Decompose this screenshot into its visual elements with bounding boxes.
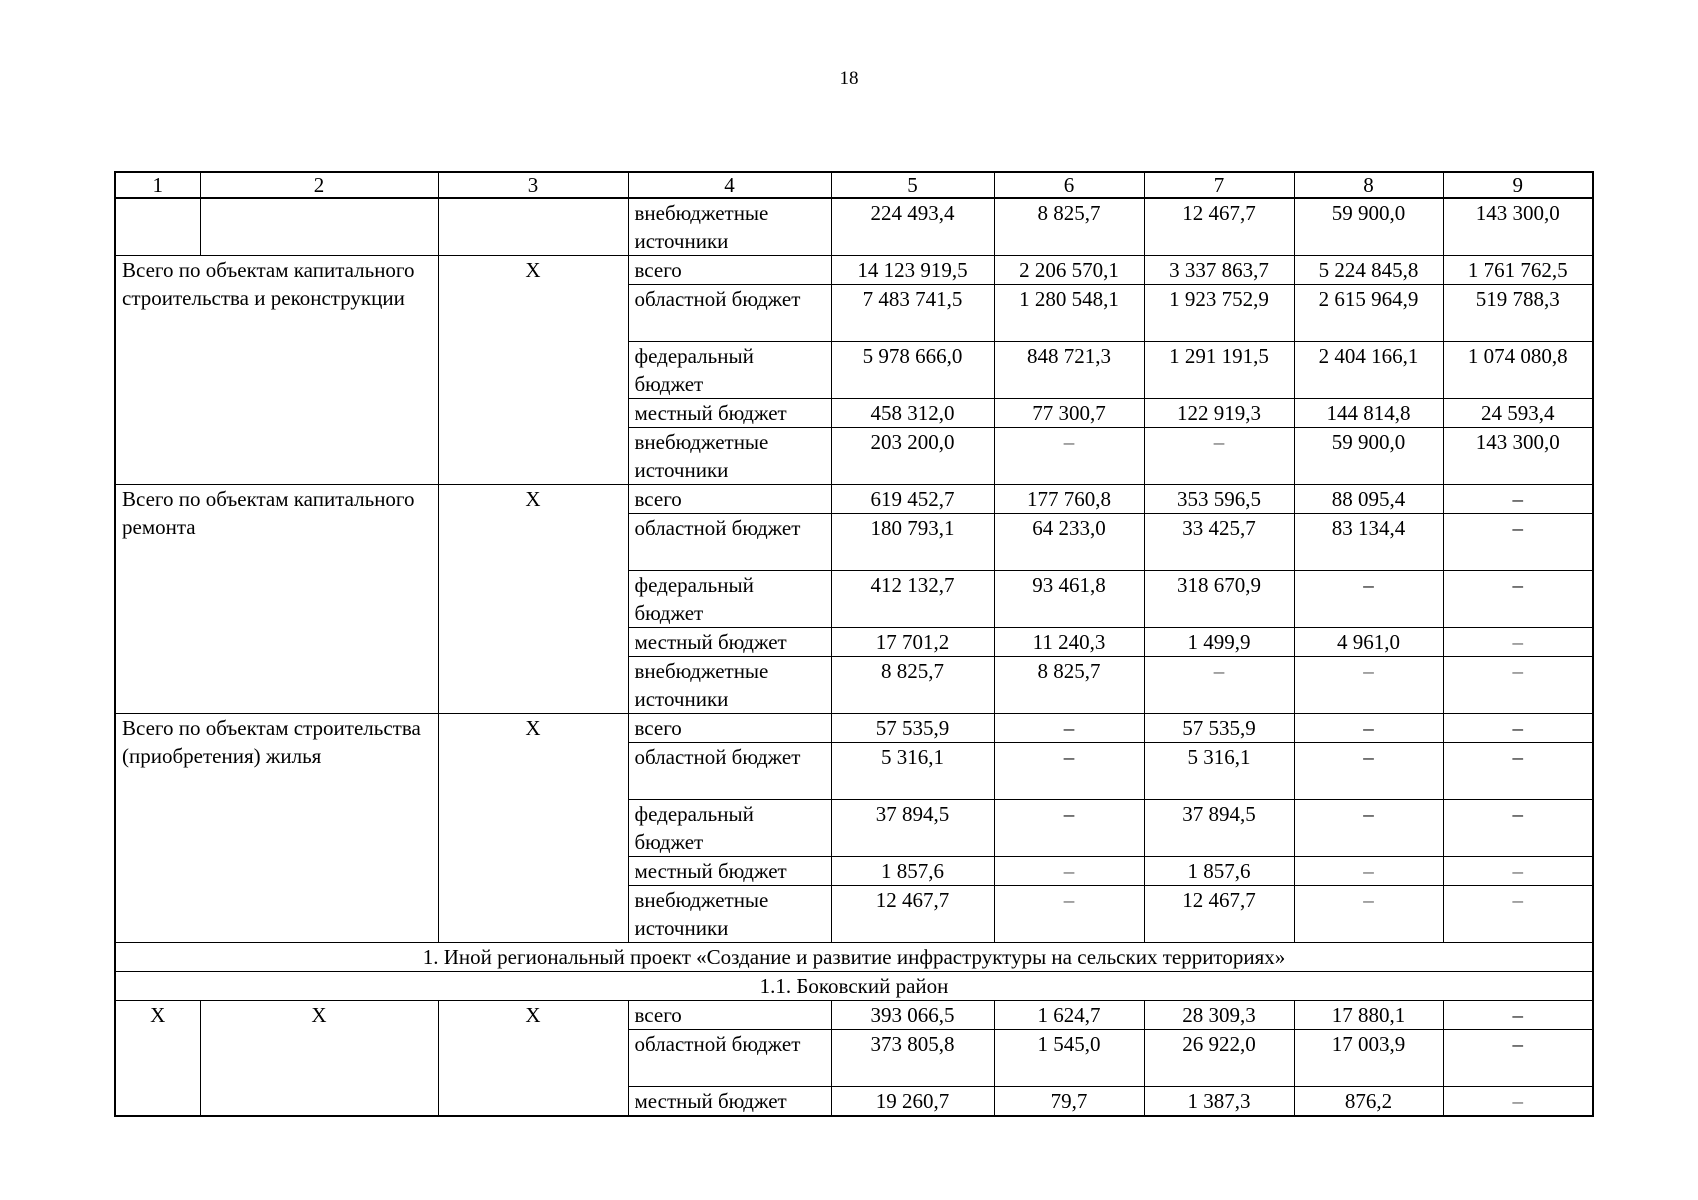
funding-source: федеральный бюджет	[628, 800, 831, 857]
funding-source: внебюджетные источники	[628, 657, 831, 714]
value-cell-col6: –	[994, 743, 1144, 800]
group-label: Всего по объектам капитального строительства и реконструкции	[115, 256, 438, 485]
value-cell-col9: –	[1443, 1001, 1593, 1030]
value-cell-col8: 17 880,1	[1294, 1001, 1443, 1030]
funding-source: местный бюджет	[628, 857, 831, 886]
value-cell-col7: 37 894,5	[1144, 800, 1294, 857]
header-row	[115, 172, 1593, 198]
empty-cell-col2	[200, 198, 438, 256]
group-col3-mark: X	[438, 485, 628, 714]
value-cell-col7: –	[1144, 657, 1294, 714]
empty-cell-col3	[438, 198, 628, 256]
section-row	[115, 943, 1593, 972]
header-cell-7: 7	[1144, 172, 1294, 198]
table-row	[115, 256, 1593, 285]
group-label: Всего по объектам капитального ремонта	[115, 485, 438, 714]
value-cell-col6: 848 721,3	[994, 342, 1144, 399]
value-cell-col8: 88 095,4	[1294, 485, 1443, 514]
value-cell-col7: 3 337 863,7	[1144, 256, 1294, 285]
section-title: 1. Иной региональный проект «Создание и развитие инфраструктуры на сельских территориях»	[115, 943, 1593, 972]
value-cell-col6: 79,7	[994, 1087, 1144, 1117]
value-cell-col6: 64 233,0	[994, 514, 1144, 571]
value-cell-col9: –	[1443, 1030, 1593, 1087]
value-cell-col6: 2 206 570,1	[994, 256, 1144, 285]
value-cell-col8: –	[1294, 886, 1443, 943]
value-cell-col6: 93 461,8	[994, 571, 1144, 628]
value-cell-col9: –	[1443, 886, 1593, 943]
header-cell-5: 5	[831, 172, 994, 198]
empty-cell-col1	[115, 198, 200, 256]
value-cell-col9: –	[1443, 628, 1593, 657]
header-cell-8: 8	[1294, 172, 1443, 198]
table-row	[115, 714, 1593, 743]
value-cell-col9: –	[1443, 800, 1593, 857]
value-cell-col9: –	[1443, 743, 1593, 800]
funding-source: областной бюджет	[628, 743, 831, 800]
value-cell-col9: 1 761 762,5	[1443, 256, 1593, 285]
subsection-row	[115, 972, 1593, 1001]
table-body	[115, 172, 1593, 1116]
value-cell-col9: –	[1443, 1087, 1593, 1117]
value-cell-col8: –	[1294, 657, 1443, 714]
value-cell-col7: 12 467,7	[1144, 198, 1294, 256]
header-cell-2: 2	[200, 172, 438, 198]
value-cell-col9: 143 300,0	[1443, 428, 1593, 485]
value-cell-col6: –	[994, 857, 1144, 886]
value-cell-col7: 1 499,9	[1144, 628, 1294, 657]
value-cell-col9: –	[1443, 714, 1593, 743]
value-cell-col7: 122 919,3	[1144, 399, 1294, 428]
group-col3-mark: X	[438, 714, 628, 943]
funding-source: местный бюджет	[628, 399, 831, 428]
value-cell-col5: 5 316,1	[831, 743, 994, 800]
value-cell-col7: 12 467,7	[1144, 886, 1294, 943]
funding-source: федеральный бюджет	[628, 342, 831, 399]
value-cell-col6: 11 240,3	[994, 628, 1144, 657]
table-row	[115, 485, 1593, 514]
value-cell-col6: 8 825,7	[994, 657, 1144, 714]
value-cell-col5: 7 483 741,5	[831, 285, 994, 342]
value-cell-col7: 33 425,7	[1144, 514, 1294, 571]
value-cell-col6: –	[994, 800, 1144, 857]
col3-mark: X	[438, 1001, 628, 1117]
value-cell-col7: –	[1144, 428, 1294, 485]
value-cell-col8: 59 900,0	[1294, 198, 1443, 256]
value-cell-col5: 458 312,0	[831, 399, 994, 428]
value-cell-col8: –	[1294, 714, 1443, 743]
header-cell-4: 4	[628, 172, 831, 198]
value-cell-col5: 8 825,7	[831, 657, 994, 714]
value-cell-col9: 1 074 080,8	[1443, 342, 1593, 399]
value-cell-col9: –	[1443, 571, 1593, 628]
value-cell-col9: –	[1443, 514, 1593, 571]
value-cell-col5: 12 467,7	[831, 886, 994, 943]
budget-table	[114, 171, 1594, 1117]
funding-source: внебюджетные источники	[628, 886, 831, 943]
header-cell-3: 3	[438, 172, 628, 198]
funding-source: областной бюджет	[628, 285, 831, 342]
value-cell-col8: 876,2	[1294, 1087, 1443, 1117]
value-cell-col5: 19 260,7	[831, 1087, 994, 1117]
value-cell-col5: 203 200,0	[831, 428, 994, 485]
funding-source: всего	[628, 714, 831, 743]
value-cell-col5: 412 132,7	[831, 571, 994, 628]
value-cell-col6: –	[994, 428, 1144, 485]
value-cell-col5: 224 493,4	[831, 198, 994, 256]
value-cell-col9: 143 300,0	[1443, 198, 1593, 256]
group-col3-mark: X	[438, 256, 628, 485]
value-cell-col5: 373 805,8	[831, 1030, 994, 1087]
value-cell-col6: 8 825,7	[994, 198, 1144, 256]
header-cell-9: 9	[1443, 172, 1593, 198]
value-cell-col8: –	[1294, 743, 1443, 800]
value-cell-col5: 37 894,5	[831, 800, 994, 857]
value-cell-col7: 26 922,0	[1144, 1030, 1294, 1087]
value-cell-col7: 1 923 752,9	[1144, 285, 1294, 342]
value-cell-col5: 393 066,5	[831, 1001, 994, 1030]
funding-source: внебюджетные источники	[628, 428, 831, 485]
funding-source: областной бюджет	[628, 514, 831, 571]
value-cell-col8: 144 814,8	[1294, 399, 1443, 428]
group-label: Всего по объектам строительства (приобретения) жилья	[115, 714, 438, 943]
value-cell-col7: 353 596,5	[1144, 485, 1294, 514]
col1-mark: X	[115, 1001, 200, 1117]
value-cell-col7: 57 535,9	[1144, 714, 1294, 743]
value-cell-col6: –	[994, 714, 1144, 743]
value-cell-col8: 2 404 166,1	[1294, 342, 1443, 399]
funding-source: всего	[628, 256, 831, 285]
value-cell-col6: –	[994, 886, 1144, 943]
value-cell-col8: 5 224 845,8	[1294, 256, 1443, 285]
funding-source: всего	[628, 485, 831, 514]
value-cell-col5: 17 701,2	[831, 628, 994, 657]
value-cell-col5: 1 857,6	[831, 857, 994, 886]
table-row	[115, 198, 1593, 256]
value-cell-col8: –	[1294, 571, 1443, 628]
funding-source: местный бюджет	[628, 1087, 831, 1117]
value-cell-col7: 318 670,9	[1144, 571, 1294, 628]
value-cell-col5: 57 535,9	[831, 714, 994, 743]
value-cell-col6: 1 545,0	[994, 1030, 1144, 1087]
value-cell-col8: 2 615 964,9	[1294, 285, 1443, 342]
funding-source: всего	[628, 1001, 831, 1030]
subsection-title: 1.1. Боковский район	[115, 972, 1593, 1001]
header-cell-6: 6	[994, 172, 1144, 198]
value-cell-col8: 4 961,0	[1294, 628, 1443, 657]
value-cell-col5: 180 793,1	[831, 514, 994, 571]
value-cell-col8: 17 003,9	[1294, 1030, 1443, 1087]
funding-source: местный бюджет	[628, 628, 831, 657]
value-cell-col5: 619 452,7	[831, 485, 994, 514]
value-cell-col9: –	[1443, 485, 1593, 514]
header-cell-1: 1	[115, 172, 200, 198]
value-cell-col5: 14 123 919,5	[831, 256, 994, 285]
value-cell-col6: 77 300,7	[994, 399, 1144, 428]
table-row	[115, 1001, 1593, 1030]
col2-mark: X	[200, 1001, 438, 1117]
value-cell-col8: –	[1294, 857, 1443, 886]
value-cell-col7: 5 316,1	[1144, 743, 1294, 800]
page-number: 18	[839, 68, 859, 89]
value-cell-col9: –	[1443, 857, 1593, 886]
value-cell-col6: 1 624,7	[994, 1001, 1144, 1030]
value-cell-col7: 1 387,3	[1144, 1087, 1294, 1117]
value-cell-col8: –	[1294, 800, 1443, 857]
value-cell-col8: 59 900,0	[1294, 428, 1443, 485]
value-cell-col9: 519 788,3	[1443, 285, 1593, 342]
value-cell-col9: –	[1443, 657, 1593, 714]
funding-source: областной бюджет	[628, 1030, 831, 1087]
value-cell-col7: 1 291 191,5	[1144, 342, 1294, 399]
value-cell-col8: 83 134,4	[1294, 514, 1443, 571]
value-cell-col5: 5 978 666,0	[831, 342, 994, 399]
value-cell-col7: 1 857,6	[1144, 857, 1294, 886]
value-cell-col6: 1 280 548,1	[994, 285, 1144, 342]
funding-source: внебюджетные источники	[628, 198, 831, 256]
value-cell-col6: 177 760,8	[994, 485, 1144, 514]
value-cell-col9: 24 593,4	[1443, 399, 1593, 428]
funding-source: федеральный бюджет	[628, 571, 831, 628]
value-cell-col7: 28 309,3	[1144, 1001, 1294, 1030]
